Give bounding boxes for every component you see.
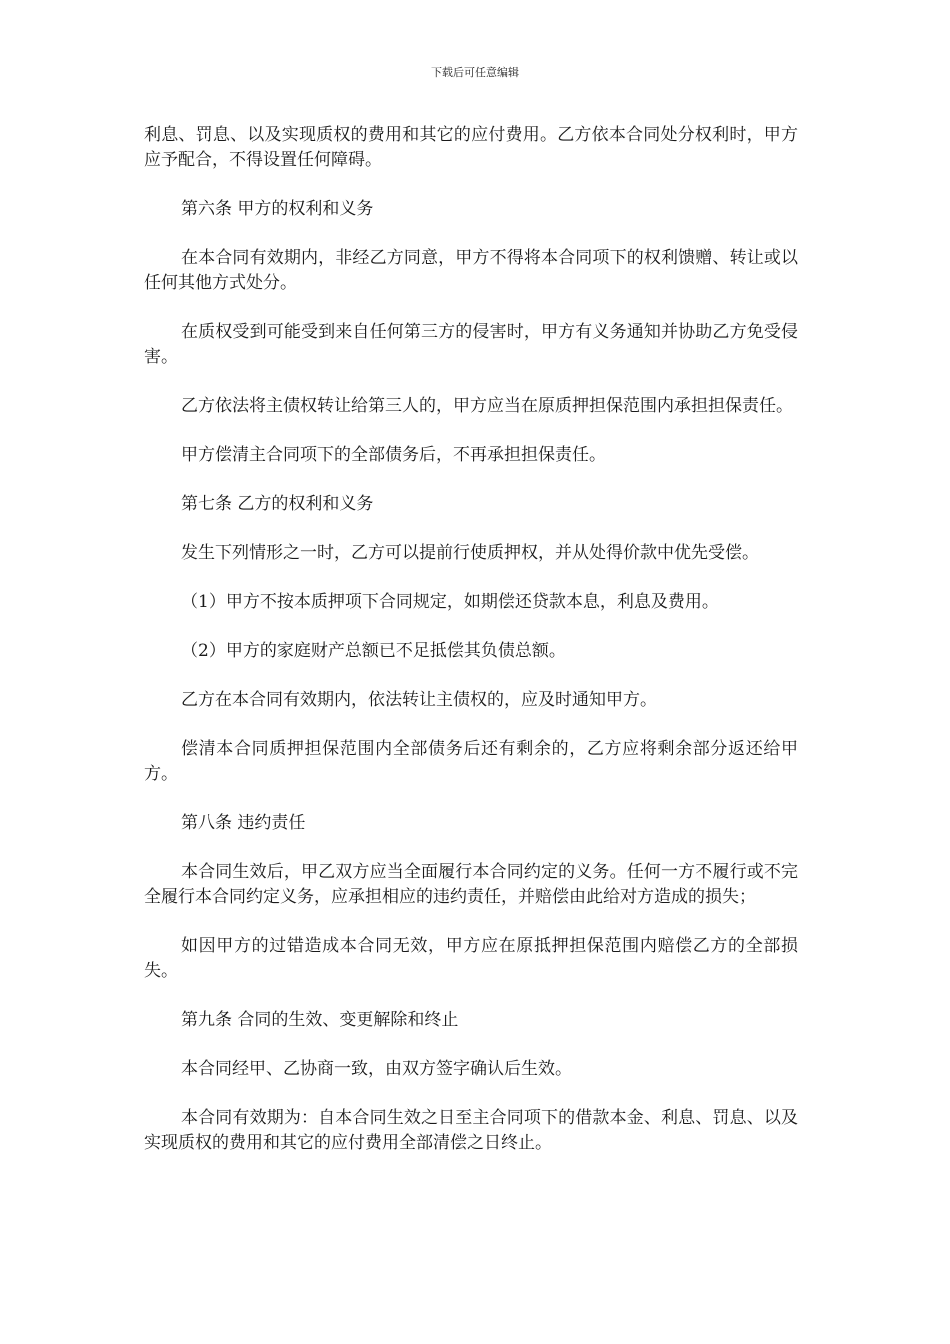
section-heading-9: 第九条 合同的生效、变更解除和终止 — [181, 1010, 459, 1030]
paragraph: 利息、罚息、以及实现质权的费用和其它的应付费用。乙方依本合同处分权利时，甲方应予配合，不得设置任何障碍。 — [144, 125, 798, 170]
paragraph: 甲方偿清主合同项下的全部债务后，不再承担担保责任。 — [181, 445, 606, 465]
paragraph: 如因甲方的过错造成本合同无效，甲方应在原抵押担保范围内赔偿乙方的全部损失。 — [144, 936, 798, 981]
section-heading-8: 第八条 违约责任 — [181, 813, 306, 833]
paragraph: 发生下列情形之一时，乙方可以提前行使质押权，并从处得价款中优先受偿。 — [181, 543, 759, 563]
paragraph: 乙方在本合同有效期内，依法转让主债权的，应及时通知甲方。 — [181, 690, 657, 710]
list-item: （2）甲方的家庭财产总额已不足抵偿其负债总额。 — [181, 641, 566, 661]
section-heading-7: 第七条 乙方的权利和义务 — [181, 494, 374, 514]
paragraph: 在本合同有效期内，非经乙方同意，甲方不得将本合同项下的权利馈赠、转让或以任何其他方式处分。 — [144, 248, 798, 293]
document-body — [144, 123, 798, 1180]
page-header: 下载后可任意编辑 — [431, 66, 519, 79]
paragraph: 乙方依法将主债权转让给第三人的，甲方应当在原质押担保范围内承担担保责任。 — [181, 396, 793, 416]
paragraph: 本合同生效后，甲乙双方应当全面履行本合同约定的义务。任何一方不履行或不完全履行本合同约定义务，应承担相应的违约责任，并赔偿由此给对方造成的损失； — [144, 862, 798, 907]
section-heading-6: 第六条 甲方的权利和义务 — [181, 199, 374, 219]
list-item: （1）甲方不按本质押项下合同规定，如期偿还贷款本息，利息及费用。 — [181, 592, 719, 612]
paragraph: 偿清本合同质押担保范围内全部债务后还有剩余的，乙方应将剩余部分返还给甲方。 — [144, 739, 798, 784]
paragraph: 本合同经甲、乙协商一致，由双方签字确认后生效。 — [181, 1059, 572, 1079]
paragraph: 本合同有效期为：自本合同生效之日至主合同项下的借款本金、利息、罚息、以及实现质权的费用和其它的应付费用全部清偿之日终止。 — [144, 1108, 798, 1153]
paragraph: 在质权受到可能受到来自任何第三方的侵害时，甲方有义务通知并协助乙方免受侵害。 — [144, 322, 798, 367]
